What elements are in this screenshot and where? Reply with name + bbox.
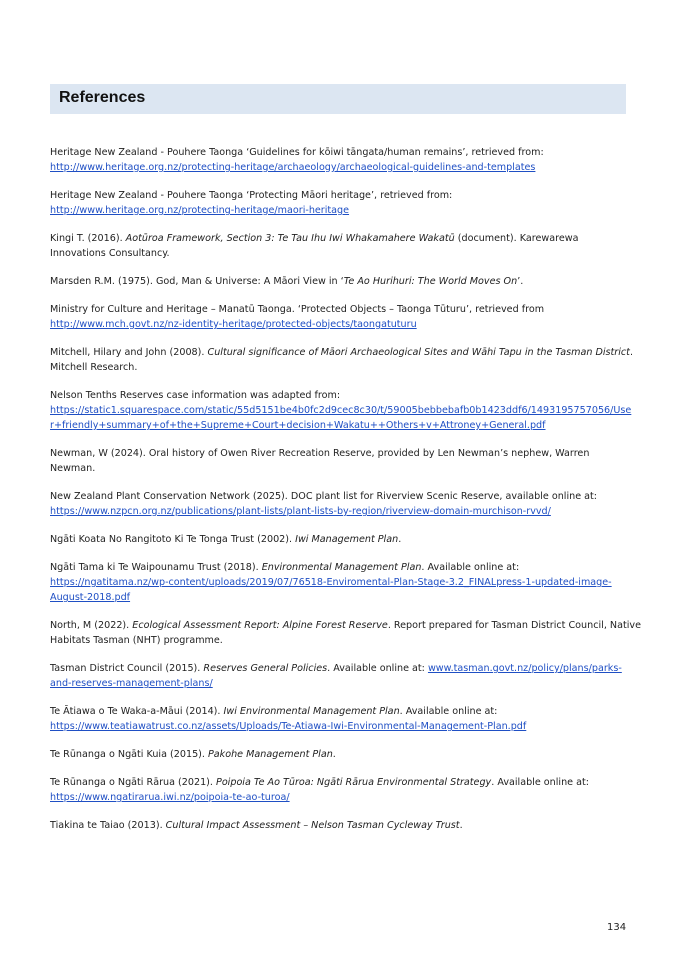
reference-text: Te Rūnanga o Ngāti Rārua (2021). bbox=[50, 777, 217, 788]
reference-title-italic: Te Ao Hurihuri: The World Moves On bbox=[343, 276, 518, 287]
reference-title-italic: Iwi Environmental Management Plan bbox=[223, 706, 400, 717]
reference-line bbox=[50, 633, 635, 648]
reference-link[interactable]: http://www.heritage.org.nz/protecting-heritage/archaeology/archaeological-guidelines-and-templates bbox=[50, 162, 536, 173]
page-number: 134 bbox=[607, 922, 627, 933]
reference-text: (document). Karewarewa bbox=[454, 233, 579, 244]
reference-text: Ngāti Koata No Rangitoto Ki Te Tonga Trust (2002). bbox=[50, 534, 296, 545]
reference-link[interactable]: r+friendly+summary+of+the+Supreme+Court+decision+Wakatu++Others+v+Attroney+General.pdf bbox=[50, 420, 546, 431]
reference-link[interactable]: and-reserves-management-plans/ bbox=[50, 678, 213, 689]
reference-title-italic: Environmental Management Plan bbox=[261, 562, 422, 573]
reference-text: Innovations Consultancy. bbox=[50, 248, 170, 259]
reference-text: . bbox=[629, 347, 634, 358]
reference-text: ’. bbox=[517, 276, 524, 287]
reference-line bbox=[50, 504, 635, 519]
reference-link[interactable]: http://www.heritage.org.nz/protecting-heritage/maori-heritage bbox=[50, 205, 350, 216]
reference-line bbox=[50, 661, 635, 676]
reference-line bbox=[50, 246, 635, 261]
reference-title-italic: Aotūroa Framework, Section 3: Te Tau Ihu Iwi Whakamahere Wakatū bbox=[125, 233, 455, 244]
reference-text: Mitchell Research. bbox=[50, 362, 138, 373]
reference-text: . bbox=[332, 749, 336, 760]
reference-line bbox=[50, 317, 635, 332]
reference-text: Nelson Tenths Reserves case information was adapted from: bbox=[50, 390, 341, 401]
reference-text: Newman. bbox=[50, 463, 96, 474]
reference-text: Tiakina te Taiao (2013). bbox=[50, 820, 166, 831]
reference-link[interactable]: https://static1.squarespace.com/static/55d5151be4b0fc2d9cec8c30/t/59005bebbebafb0b1423ddf6/1493195757056/Use bbox=[50, 405, 632, 416]
reference-text: Heritage New Zealand - Pouhere Taonga ‘Protecting Māori heritage’, retrieved from: bbox=[50, 190, 453, 201]
page-title: References bbox=[59, 89, 146, 106]
reference-line bbox=[50, 274, 635, 289]
reference-title-italic: Iwi Management Plan bbox=[295, 534, 399, 545]
reference-line bbox=[50, 590, 635, 605]
reference-line bbox=[50, 446, 635, 461]
reference-text: . bbox=[459, 820, 463, 831]
reference-line bbox=[50, 188, 635, 203]
reference-line bbox=[50, 775, 635, 790]
reference-link[interactable]: August-2018.pdf bbox=[50, 592, 131, 603]
reference-line bbox=[50, 461, 635, 476]
reference-line bbox=[50, 418, 635, 433]
reference-entry bbox=[50, 446, 635, 476]
section-heading-bar bbox=[50, 84, 626, 114]
reference-text: . Report prepared for Tasman District Council, Native bbox=[387, 620, 641, 631]
reference-entry bbox=[50, 618, 641, 648]
reference-entry bbox=[50, 532, 635, 547]
reference-text: Ngāti Tama ki Te Waipounamu Trust (2018). bbox=[50, 562, 262, 573]
reference-title-italic: Reserves General Policies bbox=[203, 663, 328, 674]
reference-line bbox=[50, 403, 635, 418]
reference-entry bbox=[50, 560, 635, 605]
reference-line bbox=[50, 790, 635, 805]
reference-line bbox=[50, 345, 635, 360]
reference-text: Te Rūnanga o Ngāti Kuia (2015). bbox=[50, 749, 209, 760]
reference-line bbox=[50, 231, 635, 246]
reference-link[interactable]: https://www.teatiawatrust.co.nz/assets/Uploads/Te-Atiawa-Iwi-Environmental-Management-Plan.pdf bbox=[50, 721, 527, 732]
reference-title-italic: Ecological Assessment Report: Alpine Forest Reserve bbox=[132, 620, 388, 631]
reference-entry bbox=[50, 302, 635, 332]
reference-line bbox=[50, 818, 635, 833]
reference-line bbox=[50, 203, 635, 218]
reference-text: . bbox=[398, 534, 402, 545]
reference-line bbox=[50, 704, 635, 719]
reference-title-italic: Pakohe Management Plan bbox=[208, 749, 333, 760]
reference-title-italic: Cultural significance of Māori Archaeological Sites and Wāhi Tapu in the Tasman District bbox=[207, 347, 630, 358]
reference-link[interactable]: https://ngatitama.nz/wp-content/uploads/2019/07/76518-Enviromental-Plan-Stage-3.2_FINALpress-1-updated-image- bbox=[50, 577, 612, 588]
reference-line bbox=[50, 618, 641, 633]
reference-text: Te Ātiawa o Te Waka-a-Māui (2014). bbox=[50, 706, 224, 717]
reference-text: Mitchell, Hilary and John (2008). bbox=[50, 347, 208, 358]
reference-text: New Zealand Plant Conservation Network (2025). DOC plant list for Riverview Scenic Reserve, available online at: bbox=[50, 491, 598, 502]
reference-line bbox=[50, 719, 635, 734]
reference-line bbox=[50, 489, 635, 504]
reference-line bbox=[50, 360, 635, 375]
reference-text: Habitats Tasman (NHT) programme. bbox=[50, 635, 223, 646]
reference-entry bbox=[50, 775, 635, 805]
reference-line bbox=[50, 160, 635, 175]
reference-text: . Available online at: bbox=[491, 777, 589, 788]
reference-line bbox=[50, 532, 635, 547]
reference-text: Newman, W (2024). Oral history of Owen River Recreation Reserve, provided by Len Newman’s nephew, Warren bbox=[50, 448, 590, 459]
reference-entry bbox=[50, 818, 635, 833]
reference-text: Tasman District Council (2015). bbox=[50, 663, 204, 674]
reference-line bbox=[50, 747, 635, 762]
reference-entry bbox=[50, 188, 635, 218]
reference-title-italic: Cultural Impact Assessment – Nelson Tasman Cycleway Trust bbox=[165, 820, 460, 831]
reference-list bbox=[50, 145, 641, 846]
reference-line bbox=[50, 676, 635, 691]
reference-entry bbox=[50, 388, 635, 433]
reference-line bbox=[50, 388, 635, 403]
reference-text: North, M (2022). bbox=[50, 620, 133, 631]
reference-title-italic: Poipoia Te Ao Tūroa: Ngāti Rārua Environmental Strategy bbox=[216, 777, 492, 788]
reference-entry bbox=[50, 231, 635, 261]
reference-text: . Available online at: bbox=[421, 562, 520, 573]
reference-line bbox=[50, 302, 635, 317]
reference-entry bbox=[50, 489, 635, 519]
reference-entry bbox=[50, 661, 635, 691]
reference-entry bbox=[50, 704, 635, 734]
reference-entry bbox=[50, 274, 635, 289]
reference-link[interactable]: www.tasman.govt.nz/policy/plans/parks- bbox=[427, 663, 622, 674]
reference-entry bbox=[50, 747, 635, 762]
reference-line bbox=[50, 145, 635, 160]
reference-link[interactable]: http://www.mch.govt.nz/nz-identity-heritage/protected-objects/taongatuturu bbox=[50, 319, 417, 330]
reference-link[interactable]: https://www.ngatirarua.iwi.nz/poipoia-te-ao-turoa/ bbox=[50, 792, 290, 803]
reference-text: Marsden R.M. (1975). God, Man & Universe: A Māori View in ‘ bbox=[50, 276, 344, 287]
reference-line bbox=[50, 560, 635, 575]
reference-text: Kingi T. (2016). bbox=[50, 233, 126, 244]
reference-text: . Available online at: bbox=[327, 663, 428, 674]
reference-text: . Available online at: bbox=[399, 706, 498, 717]
reference-entry bbox=[50, 345, 635, 375]
reference-text: Ministry for Culture and Heritage – Manatū Taonga. ‘Protected Objects – Taonga Tūturu’, retrieved from bbox=[50, 304, 545, 315]
reference-entry bbox=[50, 145, 635, 175]
reference-link[interactable]: https://www.nzpcn.org.nz/publications/plant-lists/plant-lists-by-region/riverview-domain-murchison-rvvd/ bbox=[50, 506, 551, 517]
reference-text: Heritage New Zealand - Pouhere Taonga ‘Guidelines for kōiwi tāngata/human remains’, retrieved from: bbox=[50, 147, 544, 158]
reference-line bbox=[50, 575, 635, 590]
